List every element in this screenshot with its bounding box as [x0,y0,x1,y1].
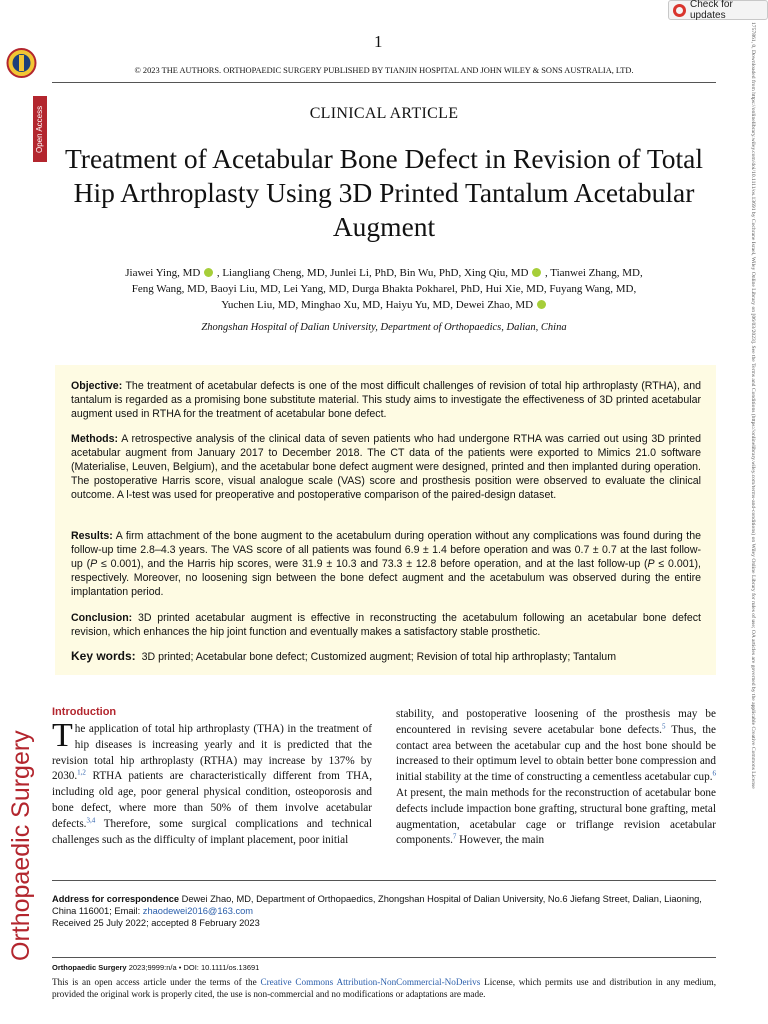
body-column-left [52,717,372,848]
abstract-objective [71,379,701,421]
license-link[interactable]: Creative Commons Attribution-NonCommercial-NoDerivs [260,977,481,987]
license-text: This is an open access article under the terms of the [52,977,261,987]
citation-link[interactable]: 5 [661,722,666,731]
article-title: Treatment of Acetabular Bone Defect in Revision of Total Hip Arthroplasty Using 3D Printed Tantalum Acetabular Augment [64,143,704,242]
body-text: However, the main [456,834,545,847]
citation-link[interactable]: 3,4 [86,816,96,825]
email-link[interactable]: zhaodewei2016@163.com [142,906,254,917]
methods-text: A retrospective analysis of the clinical data of seven patients who had undergone RTHA was carried out using 3D printed acetabular augment from January 2017 to December 2018. The CT data of the patients were exported to Mimics 21.0 software (Materialise, Leuven, Belgium), and the acetabular bone defect augment were designed, printed and then implanted during operation. The postoperative Harris score, visual analogue scale (VAS) score and prosthesis position were observed to evaluate the clinical outcome. A l-test was used for preoperative and postoperative comparison of the paired-design dataset. [71,433,702,501]
correspondence-heading: Address for correspondence [52,894,180,904]
objective-heading: Objective: [71,380,123,392]
body-text: At present, the main methods for the reconstruction of acetabular bone defects include impaction bone grafting, structural bone grafting, metal augmentation, acetabular cage or triflange revision acetabular components. [396,786,716,847]
affiliation: Zhongshan Hospital of Dalian University, Department of Orthopaedics, Dalian, China [201,322,567,333]
drop-cap: T [52,717,73,754]
open-access-badge: Open Access [33,96,47,162]
footer-doi: 2023;9999:n/a • DOI: 10.1111/os.13691 [126,963,260,972]
body-column-right [396,707,716,849]
author-text: , Tianwei Zhang, MD, [544,267,643,279]
results-text: ≤ 0.001), respectively. Moreover, no loosening sign between the bone defect augment and the acetabulum was observed during the entire implantation period. [71,558,701,598]
abstract-keywords [71,649,701,664]
journal-logo [6,42,37,84]
abstract-conclusion [71,611,701,639]
orcid-icon[interactable] [537,300,546,309]
check-for-updates-button[interactable] [668,0,768,20]
header-divider [52,82,716,83]
license-statement [52,976,716,1000]
received-dates: Received 25 July 2022; accepted 8 February 2023 [52,918,260,928]
footer-journal-name: Orthopaedic Surgery [52,963,127,972]
correspondence-text: Dewei Zhao, MD, Department of Orthopaedics, Zhongshan Hospital of Dalian University, No.6 Jiefang Street, Dalian, Liaoning, China 116001; Email: [52,894,702,917]
orcid-icon[interactable] [532,268,541,277]
body-divider [52,880,716,881]
body-text: stability, and postoperative loosening of the prosthesis may be encountered in revising severe acetabular bone defects. [396,708,716,736]
results-text: ≤ 0.001), and the Harris hip scores, were 31.9 ± 10.3 and 73.3 ± 12.8 before operation, and at the last follow-up ( [97,558,648,570]
footer-citation [52,963,259,972]
article-type: CLINICAL ARTICLE [309,105,459,122]
citation-link[interactable]: 7 [452,832,457,841]
check-for-updates-label: Check for updates [690,0,733,21]
page-number: 1 [374,32,383,51]
body-text: he application of total hip arthroplasty (THA) in the treatment of hip diseases is increasing yearly and it is predicted that the revision total hip arthroplasty (RTHA) may increase by 137% by 2030. [52,723,372,783]
methods-heading: Methods: [71,433,119,445]
keywords-heading: Key words: [71,649,136,663]
author-text: , Liangliang Cheng, MD, Junlei Li, PhD, Bin Wu, PhD, Xing Qiu, MD [216,267,529,279]
body-text: Therefore, some surgical complications and technical challenges such as the difficulty of implant placement, poor initial [52,817,372,846]
abstract-results [71,529,701,599]
author-text: Yuchen Liu, MD, Minghao Xu, MD, Haiyu Yu, MD, Dewei Zhao, MD [221,299,534,311]
orcid-icon[interactable] [204,268,213,277]
author-list [72,265,696,313]
download-notice: 1757861, 0, Downloaded from https://onlinelibrary.wiley.com/doi/10.1111/os.13691 by Cochrane Israel, Wiley Online Library on [06/03/2023]. See the Terms and Conditions (https://onlinelibrary.wiley.com/terms-and-conditions) on Wiley Online Library for rules of use; OA articles are governed by the applicable Creative Commons License [750,22,756,789]
crossmark-icon [673,4,686,17]
conclusion-heading: Conclusion: [71,612,133,624]
body-text: Thus, the contact area between the acetabular cup and the host bone should be increased to their optimum level to obtain better bone compression and initial stability at the time of constructing a cementless acetabular cup. [396,723,716,784]
objective-text: The treatment of acetabular defects is one of the most difficult challenges of revision of total hip arthroplasty (RTHA), and tantalum is regarded as a promising bone substitute material. This study aims to investigate the effectiveness of 3D printed acetabular augment used in RTHA for the treatment of acetabular bone defect. [71,380,701,420]
author-text: Feng Wang, MD, Baoyi Liu, MD, Lei Yang, MD, Durga Bhakta Pokharel, PhD, Hui Xie, MD, Fuyang Wang, MD, [131,283,637,295]
body-text: RTHA patients are characteristically different from THA, including old age, poor general physical condition, osteoporosis and bone defect, where more than 50% of them involve acetabular defects. [52,770,372,830]
keywords-text: 3D printed; Acetabular bone defect; Customized augment; Revision of total hip arthroplasty; Tantalum [141,651,617,663]
abstract-methods [71,432,701,502]
citation-link[interactable]: 1,2 [77,768,86,777]
author-text: Jiawei Ying, MD [125,267,201,279]
p-value-symbol: P [90,558,98,570]
p-value-symbol: P [647,558,655,570]
correspondence-address [52,893,716,918]
license-text: License, which permits use and distribution in any medium, provided the original work is properly cited, the use is non-commercial and no modifications or adaptations are made. [52,977,716,999]
conclusion-text: 3D printed acetabular augment is effective in reconstructing the acetabulum following an acetabular bone defect revision, which enhances the hip joint function and eventually makes a satisfactory stable prosthetic. [71,612,701,638]
copyright-line: © 2023 THE AUTHORS. ORTHOPAEDIC SURGERY PUBLISHED BY TIANJIN HOSPITAL AND JOHN WILEY & SONS AUSTRALIA, LTD. [134,66,634,75]
results-text: A firm attachment of the bone augment to the acetabulum during operation without any complications was found during the follow-up time 2.8–4.3 years. The VAS score of all patients was found 6.9 ± 1.4 before operation and was 0.7 ± 0.7 at the last follow-up ( [71,530,702,570]
footer-divider [52,957,716,958]
results-heading: Results: [71,530,113,542]
journal-side-title: Orthopaedic Surgery [7,730,35,962]
abstract-box [55,365,716,675]
introduction-heading: Introduction [52,706,117,718]
citation-link[interactable]: 6 [712,769,716,778]
